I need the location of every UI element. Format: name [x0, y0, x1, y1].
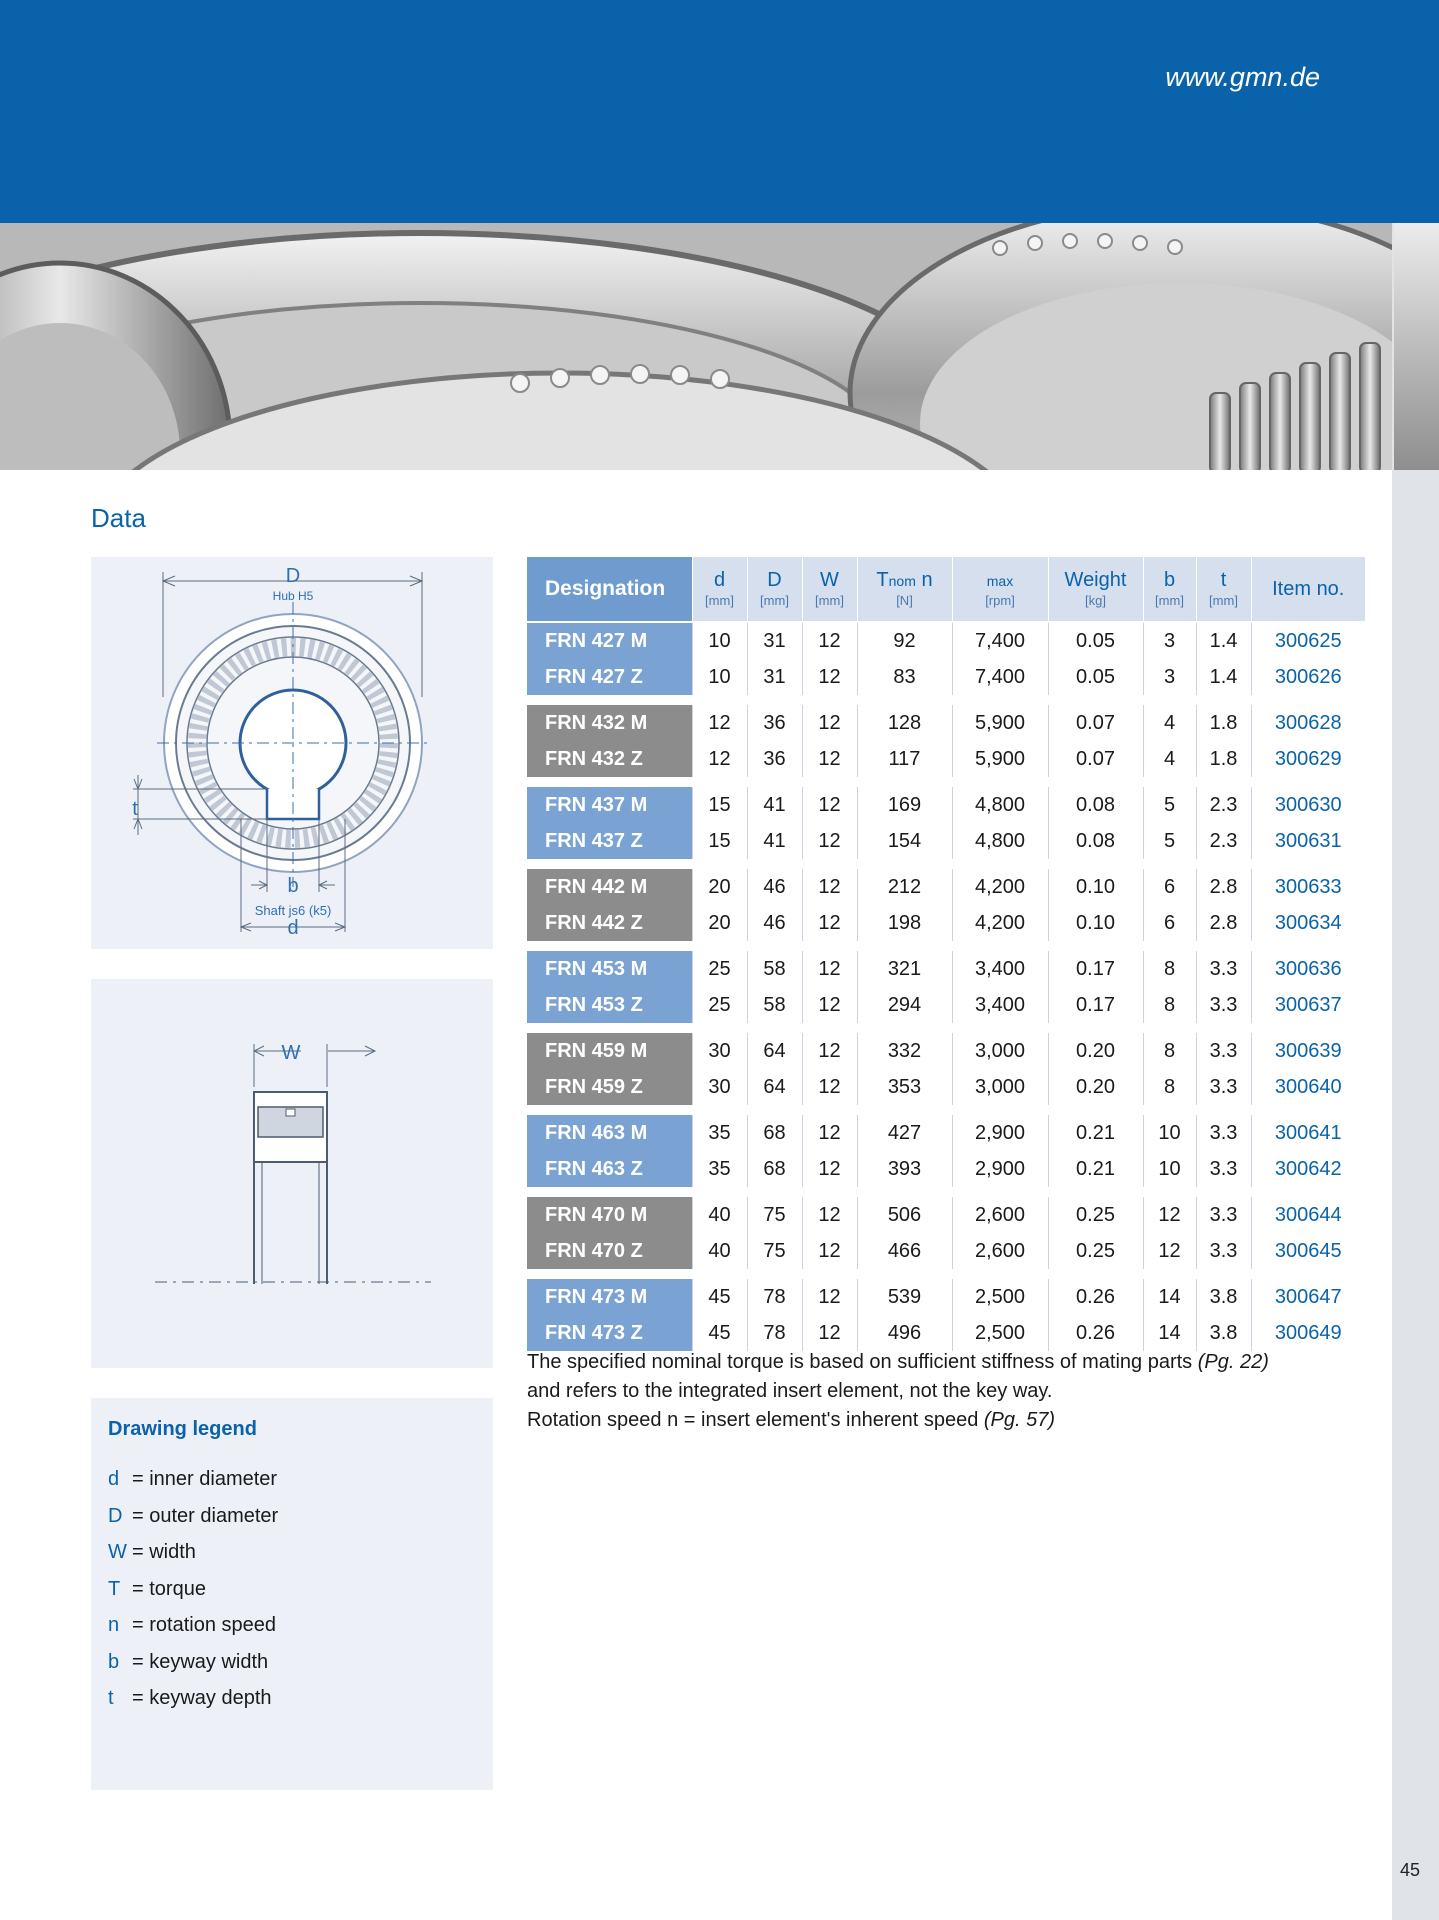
cell-W: 12	[802, 622, 857, 659]
cell-D: 58	[747, 987, 802, 1023]
cell-D: 36	[747, 741, 802, 777]
cell-torque: 83	[857, 659, 952, 695]
legend-symbol: T	[108, 1577, 121, 1600]
cell-item-no[interactable]: 300625	[1251, 622, 1365, 659]
cell-b: 14	[1143, 1315, 1196, 1351]
cell-W: 12	[802, 1032, 857, 1069]
cell-weight: 0.20	[1048, 1069, 1143, 1105]
cell-t: 2.3	[1196, 823, 1251, 859]
header-designation: Designation	[527, 557, 692, 622]
cell-b: 12	[1143, 1196, 1196, 1233]
cell-b: 6	[1143, 905, 1196, 941]
spacer-cell	[527, 777, 1365, 786]
cell-item-no[interactable]: 300645	[1251, 1233, 1365, 1269]
table-row	[527, 905, 1365, 941]
legend-item	[108, 1578, 278, 1615]
note-line-3	[527, 1406, 1387, 1435]
cell-D: 46	[747, 905, 802, 941]
cell-torque: 128	[857, 704, 952, 741]
legend-symbol: n	[108, 1614, 120, 1636]
cell-designation: FRN 437 Z	[527, 823, 692, 859]
header-T-sub: nom	[888, 573, 916, 590]
cell-t: 1.4	[1196, 659, 1251, 695]
cell-item-no[interactable]: 300633	[1251, 868, 1365, 905]
cell-b: 4	[1143, 704, 1196, 741]
note-line-1	[527, 1348, 1387, 1377]
cell-W: 12	[802, 868, 857, 905]
cell-max-speed: 3,400	[952, 987, 1048, 1023]
cell-item-no[interactable]: 300641	[1251, 1114, 1365, 1151]
cell-weight: 0.05	[1048, 622, 1143, 659]
cell-item-no[interactable]: 300642	[1251, 1151, 1365, 1187]
cell-t: 2.3	[1196, 786, 1251, 823]
cell-t: 3.3	[1196, 987, 1251, 1023]
header-W-unit: [mm]	[815, 593, 844, 609]
cell-b: 4	[1143, 741, 1196, 777]
header-max	[952, 557, 1048, 622]
cell-max-speed: 2,600	[952, 1233, 1048, 1269]
cell-t: 3.8	[1196, 1278, 1251, 1315]
cell-t: 3.3	[1196, 950, 1251, 987]
cell-W: 12	[802, 1315, 857, 1351]
legend-symbol: D	[108, 1504, 123, 1527]
cell-b: 8	[1143, 1032, 1196, 1069]
cell-weight: 0.25	[1048, 1233, 1143, 1269]
header-t-label: t	[1220, 569, 1227, 592]
cell-d: 25	[692, 950, 747, 987]
header-b-unit: [mm]	[1155, 593, 1184, 609]
table-row	[527, 786, 1365, 823]
cell-torque: 466	[857, 1233, 952, 1269]
cell-t: 1.8	[1196, 704, 1251, 741]
cell-D: 31	[747, 659, 802, 695]
cell-b: 8	[1143, 950, 1196, 987]
spacer-cell	[527, 941, 1365, 950]
cell-max-speed: 3,000	[952, 1032, 1048, 1069]
cell-t: 1.4	[1196, 622, 1251, 659]
cell-d: 45	[692, 1315, 747, 1351]
hero-bearings-photo	[0, 223, 1392, 470]
legend-text: = outer diameter	[132, 1504, 279, 1527]
cell-D: 46	[747, 868, 802, 905]
cell-item-no[interactable]: 300631	[1251, 823, 1365, 859]
table-row	[527, 741, 1365, 777]
cell-designation: FRN 473 M	[527, 1278, 692, 1315]
spacer-cell	[527, 1105, 1365, 1114]
group-spacer	[527, 859, 1365, 868]
cell-torque: 294	[857, 987, 952, 1023]
page-number: 45	[1400, 1860, 1421, 1880]
data-table	[527, 557, 1365, 1351]
section-title: Data	[91, 503, 146, 533]
legend-item	[108, 1687, 278, 1724]
cell-weight: 0.08	[1048, 786, 1143, 823]
legend-text: = inner diameter	[132, 1468, 278, 1490]
group-spacer	[527, 695, 1365, 704]
cell-W: 12	[802, 1114, 857, 1151]
cell-designation: FRN 442 Z	[527, 905, 692, 941]
cell-torque: 169	[857, 786, 952, 823]
cell-item-no[interactable]: 300630	[1251, 786, 1365, 823]
table-row	[527, 704, 1365, 741]
header-d	[692, 557, 747, 622]
side-hero-strip	[1394, 223, 1439, 470]
cell-torque: 212	[857, 868, 952, 905]
cell-D: 78	[747, 1315, 802, 1351]
cell-D: 68	[747, 1151, 802, 1187]
cell-d: 10	[692, 659, 747, 695]
cell-t: 2.8	[1196, 868, 1251, 905]
spacer-cell	[527, 1023, 1365, 1032]
header-T-label: T	[876, 569, 889, 592]
label-shaft: Shaft js6 (k5)	[254, 903, 332, 918]
table-row	[527, 987, 1365, 1023]
table-row	[527, 622, 1365, 659]
cell-item-no[interactable]: 300644	[1251, 1196, 1365, 1233]
header-D-unit: [mm]	[760, 593, 789, 609]
cell-D: 64	[747, 1069, 802, 1105]
cell-d: 20	[692, 868, 747, 905]
header-b	[1143, 557, 1196, 622]
cell-t: 3.3	[1196, 1032, 1251, 1069]
cell-D: 36	[747, 704, 802, 741]
cell-d: 45	[692, 1278, 747, 1315]
website-url[interactable]: www.gmn.de	[1165, 62, 1320, 92]
cell-torque: 393	[857, 1151, 952, 1187]
label-d: d	[287, 917, 299, 939]
front-view-drawing	[91, 557, 493, 949]
cell-b: 8	[1143, 987, 1196, 1023]
cell-t: 2.8	[1196, 905, 1251, 941]
page-reference: (Pg. 22)	[1197, 1351, 1269, 1373]
legend-text: = keyway depth	[132, 1687, 272, 1709]
cell-d: 20	[692, 905, 747, 941]
cell-item-no[interactable]: 300649	[1251, 1315, 1365, 1351]
cell-weight: 0.20	[1048, 1032, 1143, 1069]
group-spacer	[527, 941, 1365, 950]
cell-weight: 0.07	[1048, 704, 1143, 741]
cell-torque: 496	[857, 1315, 952, 1351]
cell-torque: 117	[857, 741, 952, 777]
cell-designation: FRN 453 M	[527, 950, 692, 987]
cell-max-speed: 4,200	[952, 868, 1048, 905]
cell-t: 3.3	[1196, 1114, 1251, 1151]
table-row	[527, 1233, 1365, 1269]
cell-d: 40	[692, 1196, 747, 1233]
cell-torque: 332	[857, 1032, 952, 1069]
cell-torque: 353	[857, 1069, 952, 1105]
header-weight	[1048, 557, 1143, 622]
table-row	[527, 823, 1365, 859]
cell-W: 12	[802, 704, 857, 741]
cell-weight: 0.26	[1048, 1278, 1143, 1315]
cell-item-no[interactable]: 300629	[1251, 741, 1365, 777]
header-T-unit: [N]	[896, 593, 913, 609]
cell-W: 12	[802, 823, 857, 859]
cell-item-no[interactable]: 300639	[1251, 1032, 1365, 1069]
group-spacer	[527, 1023, 1365, 1032]
cell-weight: 0.17	[1048, 950, 1143, 987]
cell-t: 3.3	[1196, 1196, 1251, 1233]
cell-b: 3	[1143, 659, 1196, 695]
cell-W: 12	[802, 1151, 857, 1187]
cell-W: 12	[802, 1278, 857, 1315]
legend-item	[108, 1614, 278, 1651]
table-notes	[527, 1348, 1387, 1435]
cell-d: 12	[692, 704, 747, 741]
cell-max-speed: 5,900	[952, 741, 1048, 777]
legend-symbol: d	[108, 1468, 120, 1490]
cell-max-speed: 4,800	[952, 823, 1048, 859]
cell-weight: 0.26	[1048, 1315, 1143, 1351]
cell-torque: 506	[857, 1196, 952, 1233]
cell-item-no[interactable]: 300647	[1251, 1278, 1365, 1315]
legend-list	[108, 1468, 278, 1724]
label-t: t	[132, 798, 138, 820]
cell-b: 5	[1143, 786, 1196, 823]
cell-designation: FRN 437 M	[527, 786, 692, 823]
cell-max-speed: 3,000	[952, 1069, 1048, 1105]
legend-text: = width	[132, 1541, 196, 1563]
group-spacer	[527, 1269, 1365, 1278]
cell-b: 10	[1143, 1151, 1196, 1187]
cell-designation: FRN 463 M	[527, 1114, 692, 1151]
legend-text: = torque	[132, 1577, 206, 1600]
table-row	[527, 950, 1365, 987]
cell-weight: 0.05	[1048, 659, 1143, 695]
cell-t: 3.3	[1196, 1233, 1251, 1269]
cell-W: 12	[802, 1196, 857, 1233]
cell-W: 12	[802, 741, 857, 777]
cell-W: 12	[802, 1233, 857, 1269]
cell-t: 3.3	[1196, 1151, 1251, 1187]
cell-designation: FRN 427 M	[527, 622, 692, 659]
header-item-no: Item no.	[1251, 557, 1365, 622]
label-W: W	[281, 1042, 301, 1064]
table-header-row	[527, 557, 1365, 622]
label-D: D	[285, 565, 301, 587]
table-row	[527, 1151, 1365, 1187]
cell-torque: 154	[857, 823, 952, 859]
cell-b: 10	[1143, 1114, 1196, 1151]
table-row	[527, 1032, 1365, 1069]
header-W-label: W	[820, 569, 839, 592]
cell-torque: 427	[857, 1114, 952, 1151]
table-row	[527, 1315, 1365, 1351]
cell-item-no[interactable]: 300640	[1251, 1069, 1365, 1105]
cell-item-no[interactable]: 300637	[1251, 987, 1365, 1023]
cell-b: 14	[1143, 1278, 1196, 1315]
cell-torque: 539	[857, 1278, 952, 1315]
cell-item-no[interactable]: 300626	[1251, 659, 1365, 695]
cell-item-no[interactable]: 300628	[1251, 704, 1365, 741]
note-line-2: and refers to the integrated insert element, not the key way.	[527, 1380, 1053, 1402]
cell-weight: 0.07	[1048, 741, 1143, 777]
table-row	[527, 1069, 1365, 1105]
cell-d: 10	[692, 622, 747, 659]
cell-D: 64	[747, 1032, 802, 1069]
table-row	[527, 1114, 1365, 1151]
cell-D: 68	[747, 1114, 802, 1151]
cell-D: 41	[747, 786, 802, 823]
cell-b: 8	[1143, 1069, 1196, 1105]
table-row	[527, 1278, 1365, 1315]
cell-d: 15	[692, 786, 747, 823]
header-t	[1196, 557, 1251, 622]
cell-torque: 321	[857, 950, 952, 987]
cell-designation: FRN 432 Z	[527, 741, 692, 777]
header-b-label: b	[1163, 569, 1176, 592]
cell-max-speed: 7,400	[952, 659, 1048, 695]
group-spacer	[527, 777, 1365, 786]
cell-D: 78	[747, 1278, 802, 1315]
cell-W: 12	[802, 987, 857, 1023]
header-max-unit: [rpm]	[985, 593, 1015, 609]
cell-d: 25	[692, 987, 747, 1023]
note-text: The specified nominal torque is based on sufficient stiffness of mating parts	[527, 1351, 1193, 1373]
cell-max-speed: 4,200	[952, 905, 1048, 941]
header-d-unit: [mm]	[705, 593, 734, 609]
cell-designation: FRN 470 M	[527, 1196, 692, 1233]
cell-d: 35	[692, 1151, 747, 1187]
cell-designation: FRN 459 M	[527, 1032, 692, 1069]
header-weight-label: Weight	[1064, 569, 1127, 592]
cell-torque: 198	[857, 905, 952, 941]
legend-symbol: t	[108, 1687, 114, 1709]
spacer-cell	[527, 859, 1365, 868]
cell-b: 5	[1143, 823, 1196, 859]
header-D-label: D	[767, 569, 782, 592]
header-torque	[857, 557, 952, 622]
cell-b: 12	[1143, 1233, 1196, 1269]
cell-weight: 0.17	[1048, 987, 1143, 1023]
legend-item	[108, 1505, 278, 1542]
cell-W: 12	[802, 786, 857, 823]
cell-t: 1.8	[1196, 741, 1251, 777]
table-row	[527, 659, 1365, 695]
cell-D: 31	[747, 622, 802, 659]
header-banner	[0, 0, 1392, 223]
cell-torque: 92	[857, 622, 952, 659]
header-max-label: max	[986, 573, 1014, 590]
cell-b: 6	[1143, 868, 1196, 905]
legend-symbol: b	[108, 1650, 120, 1673]
spacer-cell	[527, 1269, 1365, 1278]
cell-designation: FRN 432 M	[527, 704, 692, 741]
cell-max-speed: 2,500	[952, 1315, 1048, 1351]
cell-W: 12	[802, 905, 857, 941]
note-text: Rotation speed n = insert element's inherent speed	[527, 1409, 979, 1431]
drawing-legend	[91, 1398, 493, 1790]
cell-designation: FRN 463 Z	[527, 1151, 692, 1187]
cell-D: 75	[747, 1196, 802, 1233]
cell-weight: 0.21	[1048, 1114, 1143, 1151]
cell-d: 15	[692, 823, 747, 859]
cell-D: 58	[747, 950, 802, 987]
cell-max-speed: 2,600	[952, 1196, 1048, 1233]
group-spacer	[527, 1187, 1365, 1196]
header-weight-unit: [kg]	[1085, 593, 1106, 609]
legend-text: = keyway width	[132, 1650, 269, 1673]
spacer-cell	[527, 695, 1365, 704]
legend-title: Drawing legend	[108, 1418, 257, 1440]
legend-item	[108, 1541, 278, 1578]
cell-designation: FRN 473 Z	[527, 1315, 692, 1351]
cell-D: 41	[747, 823, 802, 859]
cell-item-no[interactable]: 300636	[1251, 950, 1365, 987]
cell-d: 40	[692, 1233, 747, 1269]
cell-D: 75	[747, 1233, 802, 1269]
legend-symbol: W	[108, 1541, 127, 1563]
spacer-cell	[527, 1187, 1365, 1196]
side-strip-top	[1392, 0, 1439, 223]
label-hub: Hub H5	[272, 589, 314, 603]
header-W	[802, 557, 857, 622]
cell-d: 12	[692, 741, 747, 777]
legend-item	[108, 1468, 278, 1505]
header-d-label: d	[713, 569, 726, 592]
header-D	[747, 557, 802, 622]
side-view-drawing	[91, 979, 493, 1368]
cell-W: 12	[802, 950, 857, 987]
table-row	[527, 1196, 1365, 1233]
cell-W: 12	[802, 1069, 857, 1105]
cell-designation: FRN 459 Z	[527, 1069, 692, 1105]
cell-d: 35	[692, 1114, 747, 1151]
cell-weight: 0.10	[1048, 868, 1143, 905]
label-b: b	[287, 875, 299, 897]
cell-max-speed: 2,900	[952, 1114, 1048, 1151]
cell-max-speed: 7,400	[952, 622, 1048, 659]
header-n-label: n	[921, 569, 933, 592]
legend-text: = rotation speed	[132, 1614, 276, 1636]
page-reference: (Pg. 57)	[983, 1409, 1056, 1431]
cell-weight: 0.08	[1048, 823, 1143, 859]
cell-designation: FRN 427 Z	[527, 659, 692, 695]
cell-max-speed: 2,900	[952, 1151, 1048, 1187]
cell-max-speed: 4,800	[952, 786, 1048, 823]
table-row	[527, 868, 1365, 905]
header-t-unit: [mm]	[1209, 593, 1238, 609]
cell-weight: 0.25	[1048, 1196, 1143, 1233]
cell-max-speed: 3,400	[952, 950, 1048, 987]
cell-item-no[interactable]: 300634	[1251, 905, 1365, 941]
cell-b: 3	[1143, 622, 1196, 659]
cell-designation: FRN 470 Z	[527, 1233, 692, 1269]
group-spacer	[527, 1105, 1365, 1114]
cell-max-speed: 5,900	[952, 704, 1048, 741]
cell-designation: FRN 453 Z	[527, 987, 692, 1023]
table-body	[527, 622, 1365, 1351]
cell-W: 12	[802, 659, 857, 695]
cell-d: 30	[692, 1032, 747, 1069]
cell-t: 3.8	[1196, 1315, 1251, 1351]
cell-max-speed: 2,500	[952, 1278, 1048, 1315]
cell-d: 30	[692, 1069, 747, 1105]
cell-t: 3.3	[1196, 1069, 1251, 1105]
cell-weight: 0.21	[1048, 1151, 1143, 1187]
cell-weight: 0.10	[1048, 905, 1143, 941]
legend-item	[108, 1651, 278, 1688]
cell-designation: FRN 442 M	[527, 868, 692, 905]
